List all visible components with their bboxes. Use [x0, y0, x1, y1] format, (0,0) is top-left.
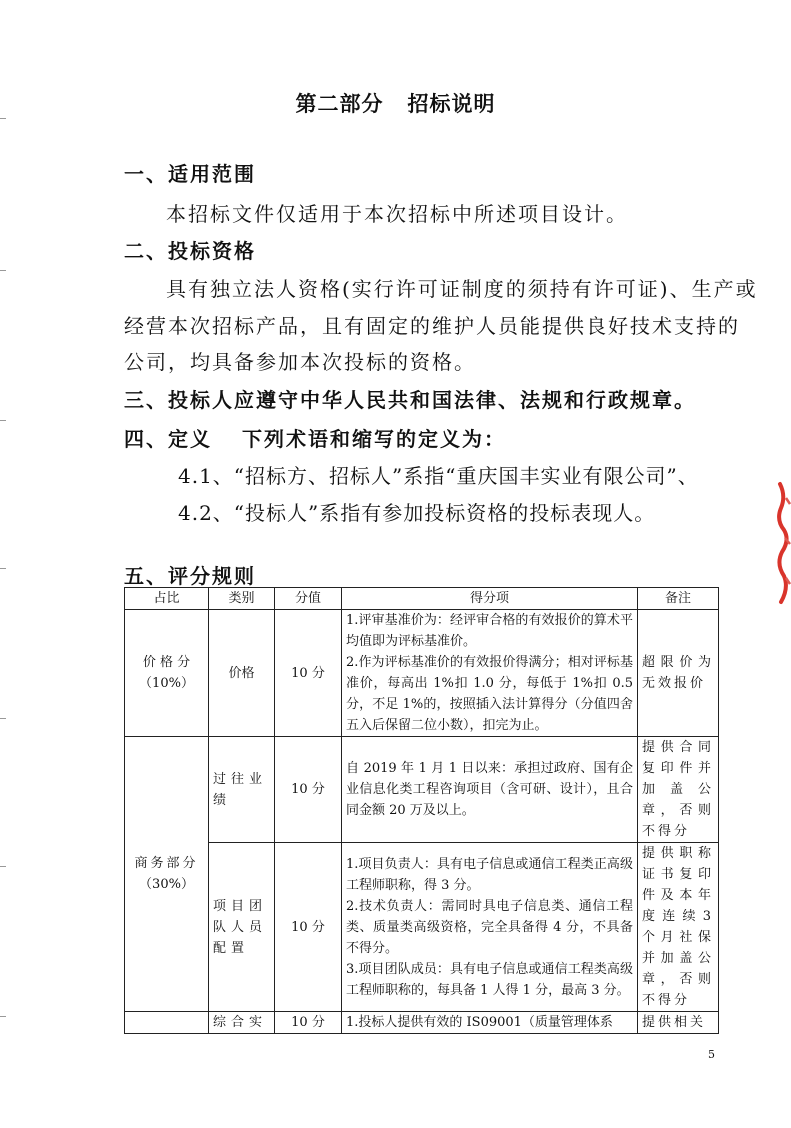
- group-label: 价 格 分: [142, 655, 191, 670]
- page-title: [0, 88, 791, 118]
- score-item: 1.投标人提供有效的 IS09001（质量管理体系: [346, 1015, 613, 1030]
- title-text: 招标说明: [407, 91, 496, 116]
- section-heading-definitions: [124, 423, 506, 452]
- definitions-heading: 四、定义: [124, 427, 212, 451]
- header-share: 占比: [125, 588, 209, 610]
- scoring-table: [124, 587, 719, 1034]
- points-cell: 10 分: [275, 610, 342, 737]
- table-row: [125, 610, 719, 737]
- group-cell: [125, 1012, 209, 1034]
- margin-mark: [0, 568, 6, 569]
- category-cell: 综合实: [209, 1012, 275, 1034]
- items-cell: [342, 610, 638, 737]
- score-item: 1.项目负责人：具有电子信息或通信工程类正高级工程师职称，得 3 分。: [346, 856, 633, 893]
- table-row: [125, 843, 719, 1012]
- category-cell: 过往业绩: [209, 737, 275, 843]
- definitions-intro: 下列术语和缩写的定义为：: [242, 427, 506, 451]
- margin-mark: [0, 420, 6, 421]
- remark-cell: 超限价为无效报价: [638, 610, 719, 737]
- points-cell: 10 分: [275, 1012, 342, 1034]
- items-cell: [342, 737, 638, 843]
- qualification-line-1: 具有独立法人资格(实行许可证制度的须持有许可证)、生产或: [166, 277, 758, 301]
- seal-stamp-edge: [772, 478, 791, 608]
- group-price: [125, 610, 209, 737]
- page-number: 5: [708, 1048, 715, 1061]
- margin-mark: [0, 718, 6, 719]
- score-item: 2.作为评标基准价的有效报价得满分；相对评标基准价，每高出 1%扣 1.0 分，每低于 1%扣 0.5 分，不足 1%的，按照插入法计算得分（分值四舍五入后保留二位小数），扣完为止。: [346, 655, 633, 733]
- header-remark: 备注: [638, 588, 719, 610]
- section-heading-scope: 一、适用范围: [124, 162, 256, 186]
- section-heading-scoring: 五、评分规则: [124, 564, 256, 588]
- group-label: 商务部分: [134, 856, 199, 871]
- remark-cell: 提供相关: [638, 1012, 719, 1034]
- table-row: [125, 1012, 719, 1034]
- header-items: 得分项: [342, 588, 638, 610]
- definition-4-2: 4.2、“投标人”系指有参加投标资格的投标表现人。: [178, 501, 656, 525]
- title-part: 第二部分: [295, 91, 384, 116]
- scope-paragraph: 本招标文件仅适用于本次招标中所述项目设计。: [166, 202, 628, 226]
- score-item: 2.技术负责人：需同时具电子信息类、通信工程类、质量类高级资格，完全具备得 4 分，不具备不得分。: [346, 898, 633, 956]
- items-cell: [342, 1012, 638, 1034]
- margin-mark: [0, 270, 6, 271]
- points-cell: 10 分: [275, 843, 342, 1012]
- items-cell: [342, 843, 638, 1012]
- table-header-row: [125, 588, 719, 610]
- section-heading-law: 三、投标人应遵守中华人民共和国法律、法规和行政规章。: [124, 388, 696, 412]
- score-item: 3.项目团队成员：具有电子信息或通信工程类高级工程师职称的，每具备 1 人得 1 分，最高 3 分。: [346, 961, 633, 998]
- category-cell: 项目团队人员配置: [209, 843, 275, 1012]
- qualification-line-2: 经营本次招标产品，且有固定的维护人员能提供良好技术支持的: [124, 314, 740, 338]
- group-business: [125, 737, 209, 1012]
- category-cell: 价格: [209, 610, 275, 737]
- margin-mark: [0, 866, 6, 867]
- remark-cell: 提供合同复印件并加盖公章，否则不得分: [638, 737, 719, 843]
- score-item: 1.评审基准价为：经评审合格的有效报价的算术平均值即为评标基准价。: [346, 613, 633, 649]
- definition-4-1: 4.1、“招标方、招标人”系指“重庆国丰实业有限公司”、: [178, 464, 699, 488]
- qualification-line-3: 公司，均具备参加本次投标的资格。: [124, 350, 476, 374]
- margin-mark: [0, 118, 6, 119]
- remark-cell: 提供职称证书复印件及本年度连续3个月社保并加盖公章，否则不得分: [638, 843, 719, 1012]
- header-points: 分值: [275, 588, 342, 610]
- score-item: 自 2019 年 1 月 1 日以来：承担过政府、国有企业信息化类工程咨询项目（含可研、设计），且合同金额 20 万及以上。: [346, 761, 633, 818]
- header-category: 类别: [209, 588, 275, 610]
- group-percent: （30%）: [139, 877, 194, 892]
- group-percent: （10%）: [139, 676, 194, 691]
- margin-mark: [0, 1016, 6, 1017]
- points-cell: 10 分: [275, 737, 342, 843]
- section-heading-qualification: 二、投标资格: [124, 239, 256, 263]
- table-row: [125, 737, 719, 843]
